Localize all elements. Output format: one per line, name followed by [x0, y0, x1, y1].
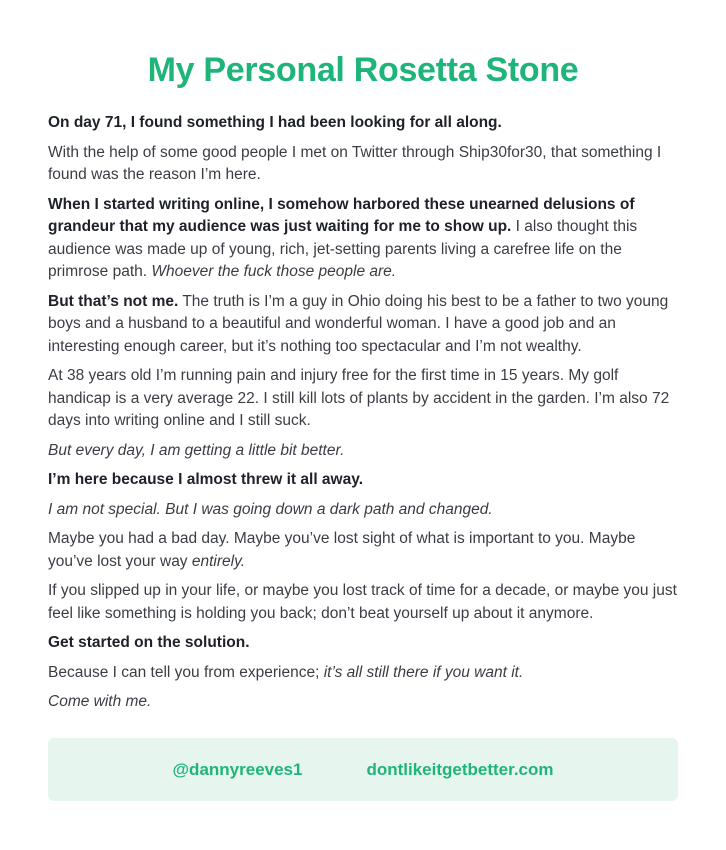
paragraph-experience — [48, 662, 680, 685]
paragraph-not-me — [48, 291, 680, 359]
article-body — [48, 112, 680, 721]
paragraph-bad-day — [48, 528, 680, 573]
paragraph-not-me-bold: But that’s not me. — [48, 292, 179, 310]
paragraph-bad-day-text: Maybe you had a bad day. Maybe you’ve lost sight of what is important to you. Maybe you’ve lost your way — [48, 530, 636, 570]
paragraph-delusions-bold: When I started writing online, I somehow harbored these unearned delusions of grandeur that my audience was just waiting for me to show up. — [48, 195, 635, 235]
twitter-handle-link[interactable]: @dannyreeves1 — [172, 759, 303, 779]
paragraph-threw-away: I’m here because I almost threw it all away. — [48, 471, 364, 488]
paragraph-38-years: At 38 years old I’m running pain and injury free for the first time in 15 years. My golf handicap is a very average 22. I still kill lots of plants by accident in the garden. I’m also 72 days into writing online and I still suck. — [48, 367, 670, 429]
paragraph-slipped-up: If you slipped up in your life, or maybe you lost track of time for a decade, or maybe you just feel like something is holding you back; don’t beat yourself up about it anymore. — [48, 582, 677, 622]
paragraph-not-special: I am not special. But I was going down a dark path and changed. — [48, 500, 493, 518]
paragraph-delusions-text: I also thought this audience was made up of young, rich, jet-setting parents living a carefree life on the primrose path. — [48, 218, 638, 280]
paragraph-experience-text: Because I can tell you from experience; — [48, 663, 324, 681]
paragraph-day-71: On day 71, I found something I had been looking for all along. — [48, 114, 502, 131]
website-link[interactable]: dontlikeitgetbetter.com — [366, 759, 554, 779]
paragraph-bad-day-italic: entirely. — [191, 552, 245, 570]
page-title: My Personal Rosetta Stone — [147, 51, 579, 89]
paragraph-getting-better: But every day, I am getting a little bit better. — [48, 441, 345, 459]
paragraph-come-with-me: Come with me. — [48, 693, 152, 710]
paragraph-not-me-text: The truth is I’m a guy in Ohio doing his best to be a father to two young boys and a husband to a beautiful and wonderful woman. I have a good job and an interesting enough career, but it’s nothing too spectacular and I’m not wealthy. — [48, 292, 669, 355]
paragraph-delusions-italic: Whoever the fuck those people are. — [151, 263, 397, 280]
paragraph-delusions — [48, 194, 680, 284]
paragraph-get-started: Get started on the solution. — [48, 634, 250, 651]
paragraph-ship30for30: With the help of some good people I met on Twitter through Ship30for30, that something I found was the reason I’m here. — [48, 143, 662, 183]
footer-banner — [48, 738, 678, 801]
paragraph-experience-italic: it’s all still there if you want it. — [323, 663, 524, 681]
